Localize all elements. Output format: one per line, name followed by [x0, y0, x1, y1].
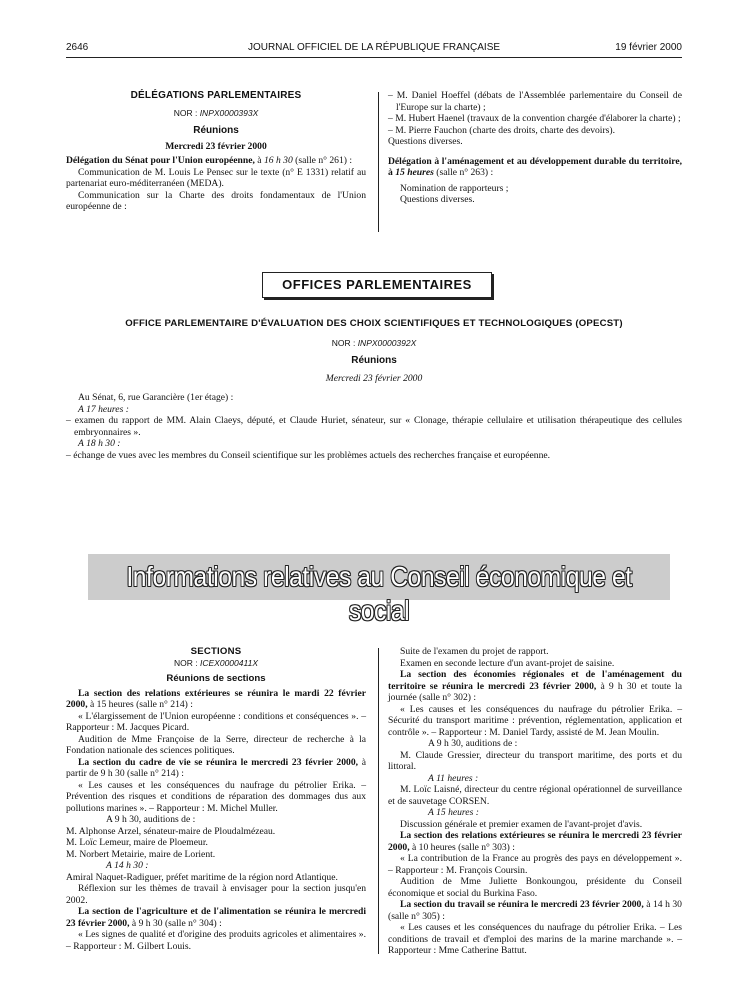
- ces-banner: [88, 554, 670, 626]
- eco-time-11: A 11 heures :: [428, 772, 479, 784]
- cadre-heading: La section du cadre de vie se réunira le mercredi 23 février 2000, à partir de 9 h 30 (salle n° 214) :: [66, 756, 366, 779]
- nomination: Nomination de rapporteurs ;: [400, 182, 509, 194]
- agri-heading: La section de l'agriculture et de l'alimentation se réunira le mercredi 23 février 2000, à 9 h 30 (salle n° 304) :: [66, 906, 366, 929]
- delegations-left-column: [66, 90, 366, 213]
- rel-ext-heading: La section des relations extérieures se réunira le mardi 22 février 2000, à 15 heures (salle n° 214) :: [66, 687, 366, 710]
- senat-heading: Délégation du Sénat pour l'Union européenne, à 16 h 30 (salle n° 261) :: [66, 155, 353, 166]
- opecst-item-2: – échange de vues avec les membres du Conseil scientifique sur les problèmes actuels des recherches française et européenne.: [66, 449, 551, 461]
- delegations-reunions: Réunions: [193, 125, 239, 136]
- eco-time-930: A 9 h 30, auditions de :: [428, 738, 518, 749]
- opecst-reunions: Réunions: [351, 355, 397, 366]
- laisne: M. Loïc Laisné, directeur du centre régional opérationnel de surveillance et de sauvetage CORSEN.: [388, 784, 682, 807]
- header-rule: [66, 57, 682, 58]
- opecst-item-1: – examen du rapport de MM. Alain Claeys, député, et Claude Huriet, sénateur, sur « Clonage, thérapie cellulaire et utilisation thérapeutique des cellules embryonnaires ».: [66, 415, 682, 438]
- opecst-section: [66, 318, 682, 461]
- rel-ext-topic: « L'élargissement de l'Union européenne : conditions et conséquences ». – Rapporteur : M. Jacques Picard.: [66, 710, 366, 733]
- reflexion: Réflexion sur les thèmes de travail à envisager pour la section jusqu'en 2002.: [66, 883, 366, 906]
- ces-banner-text: Informations relatives au Conseil économique et social: [126, 561, 632, 626]
- audition-name: M. Loïc Lemeur, maire de Ploemeur.: [66, 837, 208, 848]
- delegations-nor: NOR : INPX0000393X: [173, 107, 259, 118]
- sections-title: SECTIONS: [190, 646, 242, 657]
- opecst-title: OFFICE PARLEMENTAIRE D'ÉVALUATION DES CHOIX SCIENTIFIQUES ET TECHNOLOGIQUES (OPECST): [125, 318, 623, 329]
- questions-diverses: Questions diverses.: [388, 136, 463, 147]
- travail-heading: La section du travail se réunira le mercredi 23 février 2000, à 14 h 30 (salle n° 305) :: [388, 899, 682, 922]
- cadre-time-1430: A 14 h 30 :: [106, 860, 149, 871]
- eco-heading: La section des économies régionales et de l'aménagement du territoire se réunira le mercredi 23 février 2000, à 9 h 30 et toute la journée (salle n° 302) :: [388, 669, 682, 703]
- ces-right-column: [388, 646, 682, 957]
- charte-item: – M. Hubert Haenel (travaux de la convention chargée d'élaborer la charte) ;: [388, 113, 681, 124]
- audition-bonkoungou: Audition de Mme Juliette Bonkoungou, présidente du Conseil économique et social du Burkina Faso.: [388, 876, 682, 899]
- amenagement-heading: Délégation à l'aménagement et au développement durable du territoire, à 15 heures (salle n° 263) :: [388, 155, 682, 178]
- charte-item: – M. Pierre Fauchon (charte des droits, charte des devoirs).: [388, 124, 615, 136]
- header-date: 19 février 2000: [615, 42, 682, 53]
- rel-topic: « La contribution de la France au progrès des pays en développement ». – Rapporteur : M. François Coursin.: [388, 853, 682, 876]
- audition-name: M. Alphonse Arzel, sénateur-maire de Ploudalmézeau.: [66, 825, 276, 837]
- suite-examen: Suite de l'examen du projet de rapport.: [400, 646, 549, 657]
- opecst-location: Au Sénat, 6, rue Garancière (1er étage) :: [78, 392, 234, 403]
- opecst-time-1: A 17 heures :: [78, 403, 129, 415]
- discussion: Discussion générale et premier examen de l'avant-projet d'avis.: [400, 818, 643, 830]
- eco-topic: « Les causes et les conséquences du naufrage du pétrolier Erika. – Sécurité du transport maritime : prévention, réglementation, application et contrôle ». – Rapporteur : M. Daniel Tardy, assisté de M. Jean Moulin.: [388, 703, 682, 738]
- questions-diverses-2: Questions diverses.: [400, 194, 475, 205]
- agri-topic: « Les signes de qualité et d'origine des produits agricoles et alimentaires ». – Rapporteur : M. Gilbert Louis.: [66, 929, 366, 952]
- offices-box-title: OFFICES PARLEMENTAIRES: [262, 272, 492, 298]
- senat-p2: Communication sur la Charte des droits fondamentaux de l'Union européenne de :: [66, 189, 366, 212]
- journal-title: JOURNAL OFFICIEL DE LA RÉPUBLIQUE FRANÇAISE: [247, 42, 501, 53]
- opecst-nor: NOR : INPX0000392X: [331, 337, 417, 348]
- opecst-time-2: A 18 h 30 :: [78, 438, 121, 449]
- rel-heading: La section des relations extérieures se réunira le mercredi 23 février 2000, à 10 heures (salle n° 303) :: [388, 830, 682, 853]
- delegations-right-column: [388, 90, 682, 206]
- seconde-lecture: Examen en seconde lecture d'un avant-projet de saisine.: [400, 657, 615, 669]
- travail-topic: « Les causes et les conséquences du naufrage du pétrolier Erika. – Les conditions de travail et d'emploi des marins de la marine marchande ». – Rapporteur : Mme Catherine Battut.: [388, 922, 682, 956]
- audition-serre: Audition de Mme Françoise de la Serre, directeur de recherche à la Fondation nationale des sciences politiques.: [66, 733, 366, 756]
- ces-nor: NOR : ICEX0000411X: [174, 657, 258, 668]
- column-divider-top: [378, 92, 379, 232]
- delegations-date: Mercredi 23 février 2000: [165, 140, 267, 152]
- gressier: M. Claude Gressier, directeur du transport maritime, des ports et du littoral.: [388, 749, 682, 772]
- cadre-topic: « Les causes et les conséquences du naufrage du pétrolier Erika. – Prévention des risques et conditions de réparation des dommages dus aux pollutions marines ». – Rapporteur : M. Michel Muller.: [66, 779, 366, 814]
- senat-p1: Communication de M. Louis Le Pensec sur le texte (n° E 1331) relatif au partenariat euro-méditerranéen (MEDA).: [66, 166, 366, 189]
- delegations-title: DÉLÉGATIONS PARLEMENTAIRES: [130, 90, 302, 101]
- charte-item: – M. Daniel Hoeffel (débats de l'Assemblée parlementaire du Conseil de l'Europe sur la charte) ;: [388, 90, 682, 113]
- column-divider-bottom: [378, 648, 379, 954]
- running-header: [66, 42, 682, 56]
- cadre-time-930: A 9 h 30, auditions de :: [106, 814, 196, 825]
- page-number: 2646: [66, 42, 89, 53]
- ces-reunions: Réunions de sections: [166, 673, 266, 684]
- audition-name: M. Norbert Metairie, maire de Lorient.: [66, 848, 216, 860]
- amiral: Amiral Naquet-Radiguer, préfet maritime de la région nord Atlantique.: [66, 871, 338, 883]
- ces-left-column: [66, 646, 366, 952]
- opecst-date: Mercredi 23 février 2000: [325, 372, 423, 384]
- eco-time-15: A 15 heures :: [428, 807, 479, 818]
